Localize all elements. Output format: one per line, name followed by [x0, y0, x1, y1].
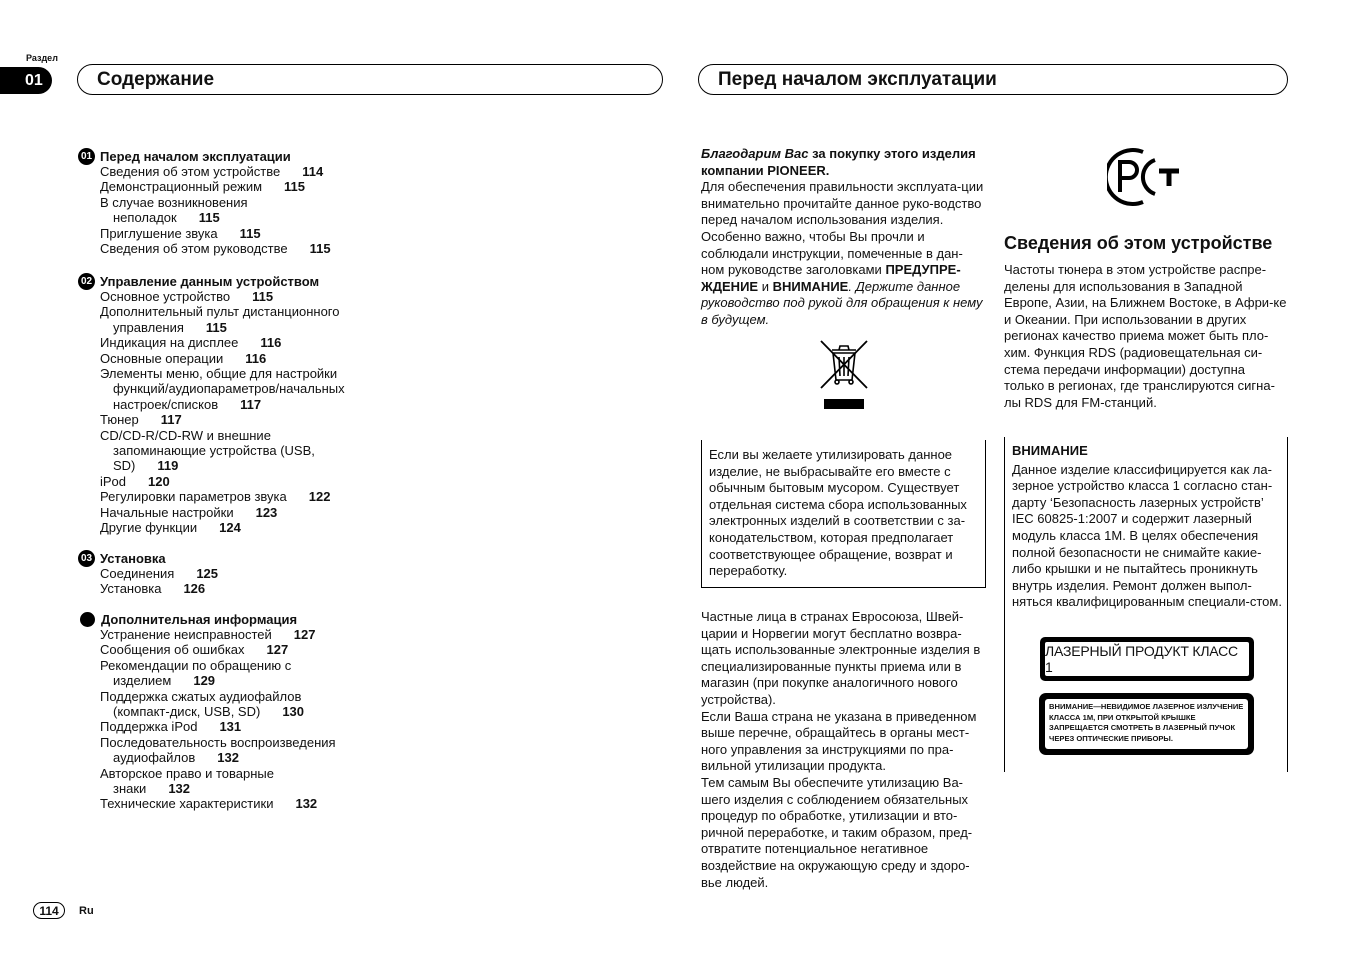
toc-section-heading[interactable]: [78, 148, 331, 164]
language-code: Ru: [79, 905, 94, 917]
toc-page-number: 122: [308, 489, 331, 505]
toc-entry-text: функций/аудиопараметров/начальных: [113, 381, 345, 397]
toc-page-number: 116: [260, 335, 282, 351]
eu-paragraph: Если Ваша страна не указана в приведенном выше перечне, обращайтесь в органы мест-ного управления за инструкциями по пра-вильной утилизации продукта.: [701, 708, 977, 774]
toc-entry-line: [100, 335, 281, 350]
toc-entry-text: (компакт-диск, USB, SD): [113, 704, 261, 720]
toc-entry-line: [100, 673, 336, 688]
toc-entry[interactable]: [100, 304, 345, 335]
toc-entry-line: [100, 164, 323, 179]
toc-entry-text: аудиофайлов: [113, 750, 196, 766]
toc-page-number: 115: [198, 210, 220, 226]
toc-entry-line: [100, 320, 345, 335]
toc-page-number: 119: [157, 458, 179, 474]
toc-page-number: 117: [240, 396, 262, 412]
intro-paragraph: [701, 146, 985, 329]
toc-entry[interactable]: [100, 796, 336, 811]
crossed-bin-icon: [819, 338, 869, 410]
toc-entry-line: [100, 719, 241, 734]
toc-entry-text: В случае возникновения: [100, 194, 248, 210]
toc-entry-text: Тюнер: [100, 412, 139, 428]
toc-entry-line: [100, 179, 305, 194]
toc-entry-text: изделием: [113, 673, 172, 689]
toc-entry-text: SD): [113, 458, 136, 474]
toc-section-01: [78, 148, 331, 256]
toc-entry-text: Авторское право и товарные: [100, 765, 274, 781]
toc-entry[interactable]: [100, 719, 336, 734]
toc-entry-text: Элементы меню, общие для настройки: [100, 366, 338, 382]
toc-entry-line: [100, 627, 315, 642]
chapter-title: Перед началом эксплуатации: [698, 64, 1288, 95]
toc-entry[interactable]: [100, 627, 336, 642]
intro-body: Для обеспечения правильности эксплуата-ции внимательно прочитайте данное руко-водство перед началом использования изделия. Особенно важно, чтобы Вы прочли и соблюдали инструкции, помеченные в дан-ном руководстве заголовками: [701, 179, 984, 278]
toc-entry-text: Установка: [100, 581, 162, 597]
toc-entry-text: Дополнительный пульт дистанционного: [100, 304, 340, 320]
toc-entry-line: [100, 750, 336, 765]
toc-entry-line: [100, 704, 336, 719]
toc-entry-text: Начальные настройки: [100, 504, 234, 520]
chapter-number-badge: 02: [78, 273, 95, 290]
toc-section-appendix: [78, 611, 336, 812]
pct-mark-icon: [1107, 146, 1183, 206]
toc-entry-text: запоминающие устройства (USB,: [113, 443, 315, 459]
intro-italic: . Держите данное руководство под рукой для обращения к нему в будущем.: [701, 278, 983, 327]
toc-page-number: 120: [148, 473, 170, 489]
toc-entry-text: Другие функции: [100, 520, 198, 536]
toc-page-number: 127: [293, 627, 316, 642]
toc-entry-line: [100, 289, 273, 304]
toc-entry[interactable]: [100, 164, 331, 179]
about-text: Частоты тюнера в этом устройстве распре-делены для использования в Западной Европе, Азии, на Ближнем Востоке, в Афри-ке и Океании. При использовании в других регионах качество приема может быть пло-хим. Функция RDS (радиовещательная си-стема передачи информации) доступна только в регионах, где транслируются сигна-лы RDS для FM-станций.: [1004, 262, 1287, 410]
toc-entry-line: [100, 397, 345, 412]
eu-paragraph: Частные лица в странах Евросоюза, Швей-царии и Норвегии могут бесплатно возвра-щать использованные электронные изделия в специализированные пункты приема или в магазин (при покупке аналогичного нового устройства).: [701, 609, 981, 707]
toc-entry-line: [100, 642, 288, 657]
toc-entry[interactable]: [100, 735, 336, 766]
toc-page-number: 127: [266, 642, 289, 658]
toc-entry[interactable]: [100, 505, 345, 520]
toc-entry-text: Регулировки параметров звука: [100, 489, 287, 505]
appendix-bullet-icon: [80, 612, 95, 627]
toc-page-number: 130: [282, 704, 305, 720]
toc-entry-line: [100, 474, 170, 489]
toc-entry-text: Основные операции: [100, 350, 224, 366]
toc-entry[interactable]: [100, 335, 345, 350]
toc-entry[interactable]: [100, 195, 331, 226]
toc-entry-line: [100, 566, 218, 581]
toc-entry[interactable]: [100, 520, 345, 535]
toc-entry[interactable]: [100, 658, 336, 689]
toc-page-number: 132: [168, 781, 191, 797]
toc-page-number: 129: [193, 673, 216, 689]
toc-entry-text: Последовательность воспроизведения: [100, 734, 336, 750]
toc-entry-text: iPod: [100, 473, 127, 489]
toc-entry-line: [100, 581, 205, 596]
eu-disposal-text: [701, 609, 985, 891]
chapter-number-badge: 03: [78, 550, 95, 567]
toc-page-number: 115: [284, 179, 306, 195]
toc-entry-text: Устранение неисправностей: [100, 627, 272, 642]
toc-entry-line: [100, 226, 261, 241]
caution-text: Данное изделие классифицируется как ла-зерное устройство класса 1 согласно стан-дарту ‘Безопасность лазерных устройств’ IEC 60825-1:2007 и содержит лазерный модуль класса 1M. В целях обеспечения полной безопасности не снимайте какие-либо крышки и не пытайтесь проникнуть внутрь изделия. Ремонт должен выпол-няться квалифицированным специали-стом.: [1012, 461, 1282, 610]
toc-entry[interactable]: [100, 412, 345, 427]
toc-entry-text: Рекомендации по обращению с: [100, 657, 292, 673]
thanks-rest: за покупку этого изделия компании PIONEER.: [701, 146, 976, 178]
toc-entry-text: управления: [113, 319, 184, 335]
section-number-tab: 01: [0, 67, 52, 94]
toc-items: [100, 627, 336, 812]
toc-section-title: Перед началом эксплуатации: [100, 148, 291, 164]
section-heading-about: Сведения об этом устройстве: [1004, 233, 1273, 253]
chapter-number-badge: 01: [78, 148, 95, 165]
laser-warning-text: ВНИМАНИЕ—НЕВИДИМОЕ ЛАЗЕРНОЕ ИЗЛУЧЕНИЕ КЛАССА 1M, ПРИ ОТКРЫТОЙ КРЫШКЕ ЗАПРЕЩАЕТСЯ СМОТРЕТЬ В ЛАЗЕРНЫЙ ПУЧОК ЧЕРЕЗ ОПТИЧЕСКИЕ ПРИБОРЫ.: [1045, 699, 1248, 749]
thanks-italic: Благодарим Вас: [701, 146, 809, 161]
toc-entry-line: [100, 412, 182, 427]
toc-entry-text: Технические характеристики: [100, 796, 274, 812]
eu-paragraph: Тем самым Вы обеспечите утилизацию Ва-шего изделия с соблюдением обязательных процедур по обработке, утилизации и вто-ричной переработке, и таким образом, пред-отвратите потенциальное негативное воздействие на окружающую среду и здоро-вье людей.: [701, 774, 973, 890]
toc-entry[interactable]: [100, 289, 345, 304]
toc-entry-line: [100, 351, 266, 366]
caution-word: ВНИМАНИЕ: [772, 278, 849, 294]
toc-entry-line: [100, 210, 331, 225]
toc-page-number: 115: [239, 225, 261, 241]
toc-entry[interactable]: [100, 366, 345, 412]
toc-entry[interactable]: [100, 226, 331, 241]
toc-entry-text: Основное устройство: [100, 289, 231, 304]
section-label: Раздел: [26, 53, 58, 63]
disposal-text: Если вы желаете утилизировать данное изделие, не выбрасывайте его вместе с обычным бытовым мусором. Существует отдельная система сбора использованных электронных изделий в соответствии с за-конодательством, которая предполагает соответствующее обращение, возврат и переработку.: [709, 447, 967, 579]
toc-page-number: 115: [309, 241, 331, 257]
toc-page-number: 124: [219, 520, 241, 536]
toc-page-number: 132: [217, 750, 239, 766]
toc-items: [100, 289, 345, 536]
toc-entry-line: [100, 796, 317, 811]
laser-class-text: ЛАЗЕРНЫЙ ПРОДУКТ КЛАСС 1: [1045, 642, 1249, 676]
toc-section-heading[interactable]: [78, 273, 345, 289]
toc-entry-text: CD/CD-R/CD-RW и внешние: [100, 427, 271, 443]
toc-entry-text: неполадок: [113, 210, 177, 226]
toc-entry[interactable]: [100, 566, 218, 581]
toc-entry-text: Приглушение звука: [100, 225, 218, 241]
toc-entry[interactable]: [100, 766, 336, 797]
toc-entry-text: Демонстрационный режим: [100, 179, 263, 195]
toc-entry-text: знаки: [113, 781, 147, 797]
caution-title: ВНИМАНИЕ: [1012, 443, 1088, 458]
toc-entry-text: Индикация на дисплее: [100, 335, 239, 351]
toc-entry-text: настроек/списков: [113, 396, 219, 412]
toc-entry-line: [100, 505, 277, 520]
toc-page-number: 132: [295, 796, 318, 812]
disposal-box: [701, 440, 986, 588]
toc-entry[interactable]: [100, 428, 345, 474]
caution-content: [1012, 443, 1284, 611]
toc-section-03: [78, 550, 218, 597]
toc-page-number: 125: [196, 566, 219, 581]
toc-page-number: 126: [183, 581, 206, 597]
laser-warning-label: [1039, 693, 1254, 755]
toc-page-number: 115: [205, 319, 227, 335]
toc-page-number: 131: [219, 719, 242, 735]
toc-entry[interactable]: [100, 351, 345, 366]
toc-items: [100, 566, 218, 597]
toc-entry-text: Сообщения об ошибках: [100, 642, 245, 658]
laser-class-label: [1040, 637, 1254, 681]
toc-page-number: 117: [160, 412, 182, 428]
toc-entry-line: [100, 489, 330, 504]
toc-entry[interactable]: [100, 689, 336, 720]
toc-entry-text: Сведения об этом руководстве: [100, 241, 288, 257]
toc-page-number: 115: [252, 289, 274, 304]
toc-section-title: Установка: [100, 550, 166, 566]
page-number: 114: [33, 902, 65, 919]
toc-entry[interactable]: [100, 474, 345, 489]
toc-items: [100, 164, 331, 256]
toc-section-heading[interactable]: [78, 550, 218, 566]
toc-entry-text: Поддержка iPod: [100, 719, 198, 735]
contents-title: Содержание: [77, 64, 663, 95]
toc-entry-text: Соединения: [100, 566, 175, 581]
toc-entry[interactable]: [100, 642, 336, 657]
toc-entry[interactable]: [100, 581, 218, 596]
toc-entry-line: [100, 781, 336, 796]
toc-entry[interactable]: [100, 241, 331, 256]
toc-entry[interactable]: [100, 179, 331, 194]
toc-entry-line: [100, 241, 331, 256]
toc-page-number: 123: [255, 504, 278, 520]
toc-section-heading[interactable]: [78, 611, 336, 627]
warning-word: ПРЕДУПРЕ-ЖДЕНИЕ: [701, 262, 961, 294]
toc-section-02: [78, 273, 345, 536]
intro-and: и: [758, 278, 773, 294]
toc-entry-text: Сведения об этом устройстве: [100, 164, 281, 179]
toc-page-number: 116: [245, 350, 267, 366]
toc-entry-line: [100, 520, 241, 535]
toc-entry-text: Поддержка сжатых аудиофайлов: [100, 688, 302, 704]
toc-section-title: Дополнительная информация: [101, 611, 298, 627]
toc-page-number: 114: [302, 164, 324, 179]
toc-entry[interactable]: [100, 489, 345, 504]
toc-section-title: Управление данным устройством: [100, 273, 320, 289]
toc-entry-line: [100, 458, 345, 473]
